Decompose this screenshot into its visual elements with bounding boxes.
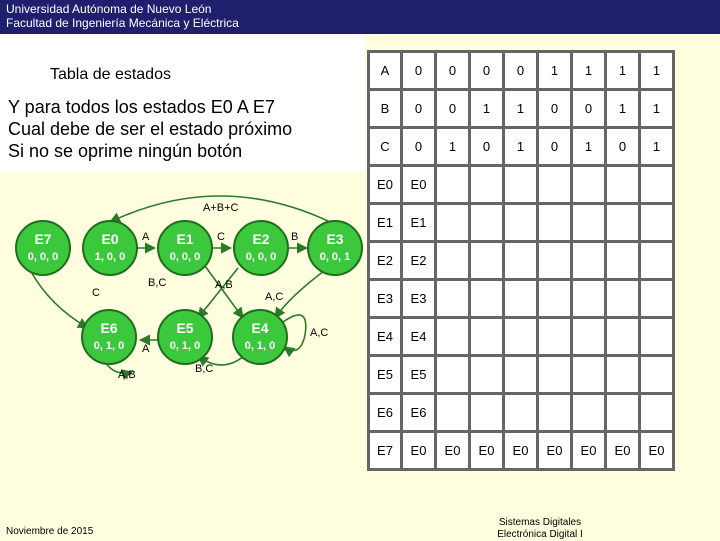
state-table <box>367 50 675 471</box>
state-circle <box>158 221 212 275</box>
state-outputs: 0, 0, 0 <box>245 251 277 263</box>
state-node <box>234 221 288 275</box>
table-cell <box>436 204 470 242</box>
table-cell: E0 <box>402 166 436 204</box>
course-line-2: Electrónica Digital I <box>497 529 583 540</box>
state-outputs: 0, 1, 0 <box>169 340 201 352</box>
table-cell: E0 <box>606 432 640 470</box>
input-header-row <box>369 52 674 90</box>
footer-date: Noviembre de 2015 <box>6 526 94 537</box>
state-outputs: 1, 0, 0 <box>94 251 126 263</box>
table-cell <box>470 242 504 280</box>
table-cell: 0 <box>606 128 640 166</box>
university-name: Universidad Autónoma de Nuevo León <box>6 2 212 16</box>
table-cell <box>640 280 674 318</box>
edge-label-e0-e1: A <box>142 231 150 243</box>
table-cell <box>572 280 606 318</box>
edge-label-e1-e2: C <box>217 231 225 243</box>
table-cell: E0 <box>538 432 572 470</box>
table-cell <box>436 394 470 432</box>
edge-label-e4-loop: A,C <box>310 327 329 339</box>
row-label: E4 <box>369 318 402 356</box>
row-label: E2 <box>369 242 402 280</box>
state-circle <box>82 310 136 364</box>
table-cell: E0 <box>504 432 538 470</box>
table-cell <box>640 394 674 432</box>
state-row <box>369 242 674 280</box>
table-cell: 0 <box>402 128 436 166</box>
state-row <box>369 432 674 470</box>
table-cell: 1 <box>572 52 606 90</box>
table-cell: E0 <box>640 432 674 470</box>
table-cell <box>504 394 538 432</box>
table-cell <box>606 204 640 242</box>
table-cell: E6 <box>402 394 436 432</box>
state-name: E7 <box>34 231 52 247</box>
table-cell: 1 <box>504 128 538 166</box>
table-cell: 1 <box>504 90 538 128</box>
state-node <box>158 310 212 364</box>
edge-label-e1-e4: A,B <box>215 279 233 291</box>
table-cell <box>640 242 674 280</box>
table-label: Tabla de estados <box>50 66 171 83</box>
table-cell: 0 <box>572 90 606 128</box>
state-outputs: 0, 1, 0 <box>93 340 125 352</box>
table-cell: E0 <box>470 432 504 470</box>
edge-label-e5-e6: A <box>142 343 150 355</box>
table-cell: E0 <box>436 432 470 470</box>
table-cell <box>504 166 538 204</box>
table-cell <box>504 318 538 356</box>
edge-label-e2-e5: B,C <box>148 277 167 289</box>
table-cell <box>572 394 606 432</box>
state-outputs: 0, 1, 0 <box>244 340 276 352</box>
table-cell: E3 <box>402 280 436 318</box>
input-header-row <box>369 128 674 166</box>
state-outputs: 0, 0, 0 <box>169 251 201 263</box>
state-row <box>369 204 674 242</box>
table-cell: 1 <box>606 90 640 128</box>
table-cell: 0 <box>436 52 470 90</box>
table-cell <box>640 204 674 242</box>
table-cell: 1 <box>436 128 470 166</box>
table-cell <box>572 356 606 394</box>
table-cell: E1 <box>402 204 436 242</box>
table-cell <box>572 318 606 356</box>
row-label: E0 <box>369 166 402 204</box>
table-cell: 1 <box>640 90 674 128</box>
table-cell <box>504 204 538 242</box>
row-label: E7 <box>369 432 402 470</box>
state-circle <box>308 221 362 275</box>
state-name: E6 <box>100 320 118 336</box>
state-name: E1 <box>176 231 194 247</box>
state-name: E0 <box>101 231 119 247</box>
table-cell <box>538 204 572 242</box>
edge-label-e7-e6: C <box>92 287 100 299</box>
state-circle <box>234 221 288 275</box>
state-circle <box>158 310 212 364</box>
table-cell <box>606 356 640 394</box>
footer-course <box>480 517 600 541</box>
row-label: C <box>369 128 402 166</box>
table-cell: 0 <box>402 52 436 90</box>
state-name: E4 <box>251 320 269 336</box>
table-cell <box>538 318 572 356</box>
row-label: E5 <box>369 356 402 394</box>
table-cell: 0 <box>538 90 572 128</box>
table-cell <box>538 242 572 280</box>
table-cell: 1 <box>572 128 606 166</box>
table-cell: 1 <box>640 52 674 90</box>
table-cell: 0 <box>538 128 572 166</box>
table-cell: E0 <box>402 432 436 470</box>
table-cell <box>470 166 504 204</box>
table-cell: 0 <box>504 52 538 90</box>
header-bar <box>0 0 720 34</box>
edge-label-e2-e3: B <box>291 231 299 243</box>
state-circle <box>83 221 137 275</box>
question-text <box>8 96 292 162</box>
state-node <box>158 221 212 275</box>
state-row <box>369 394 674 432</box>
state-outputs: 0, 0, 0 <box>27 251 59 263</box>
edge-label-e3-e0: A+B+C <box>203 202 239 214</box>
table-cell: 0 <box>470 52 504 90</box>
edge-label-e3-e4: A,C <box>265 291 284 303</box>
table-cell: E4 <box>402 318 436 356</box>
edge-label-e6-e7: A,B <box>118 369 136 381</box>
question-line-3: Si no se oprime ningún botón <box>8 141 243 161</box>
table-cell <box>436 318 470 356</box>
table-cell <box>538 394 572 432</box>
edge-label-e4-e5: B,C <box>195 363 214 375</box>
table-cell <box>538 280 572 318</box>
state-node <box>83 221 137 275</box>
table-cell: 0 <box>402 90 436 128</box>
state-diagram <box>0 172 365 392</box>
row-label: E6 <box>369 394 402 432</box>
state-row <box>369 280 674 318</box>
state-row <box>369 356 674 394</box>
state-row <box>369 318 674 356</box>
table-cell: E2 <box>402 242 436 280</box>
table-cell: 1 <box>640 128 674 166</box>
state-node <box>16 221 70 275</box>
row-label: B <box>369 90 402 128</box>
table-cell <box>572 166 606 204</box>
table-cell <box>606 394 640 432</box>
table-cell <box>504 280 538 318</box>
table-cell <box>572 204 606 242</box>
table-cell <box>572 242 606 280</box>
course-line-1: Sistemas Digitales <box>498 517 582 528</box>
state-circle <box>233 310 287 364</box>
table-cell <box>436 242 470 280</box>
table-cell <box>606 242 640 280</box>
table-cell: 0 <box>436 90 470 128</box>
table-cell <box>606 280 640 318</box>
table-cell <box>504 242 538 280</box>
table-cell <box>606 318 640 356</box>
row-label: A <box>369 52 402 90</box>
table-cell <box>504 356 538 394</box>
table-cell <box>470 318 504 356</box>
table-cell <box>470 204 504 242</box>
question-line-1: Y para todos los estados E0 A E7 <box>8 97 275 117</box>
table-cell: 0 <box>470 128 504 166</box>
row-label: E1 <box>369 204 402 242</box>
table-cell <box>436 280 470 318</box>
table-cell: 1 <box>606 52 640 90</box>
state-node <box>308 221 362 275</box>
input-header-row <box>369 90 674 128</box>
state-outputs: 0, 0, 1 <box>319 251 351 263</box>
table-cell <box>470 356 504 394</box>
table-cell <box>606 166 640 204</box>
state-name: E3 <box>326 231 344 247</box>
table-cell <box>640 166 674 204</box>
table-cell <box>470 280 504 318</box>
table-cell <box>538 166 572 204</box>
edge-e2-e5 <box>198 268 238 318</box>
table-cell <box>436 166 470 204</box>
state-name: E5 <box>176 320 194 336</box>
faculty-name: Facultad de Ingeniería Mecánica y Eléctrica <box>6 16 239 30</box>
edge-e1-e4 <box>205 266 243 318</box>
table-cell <box>436 356 470 394</box>
edge-e7-e6 <box>30 270 88 328</box>
table-cell <box>640 356 674 394</box>
state-name: E2 <box>252 231 270 247</box>
table-cell <box>538 356 572 394</box>
table-cell: 1 <box>470 90 504 128</box>
table-cell <box>470 394 504 432</box>
state-row <box>369 166 674 204</box>
table-cell: 1 <box>538 52 572 90</box>
question-line-2: Cual debe de ser el estado próximo <box>8 119 293 139</box>
table-cell: E5 <box>402 356 436 394</box>
row-label: E3 <box>369 280 402 318</box>
state-node <box>233 310 287 364</box>
table-cell: E0 <box>572 432 606 470</box>
state-circle <box>16 221 70 275</box>
table-cell <box>640 318 674 356</box>
state-node <box>82 310 136 364</box>
